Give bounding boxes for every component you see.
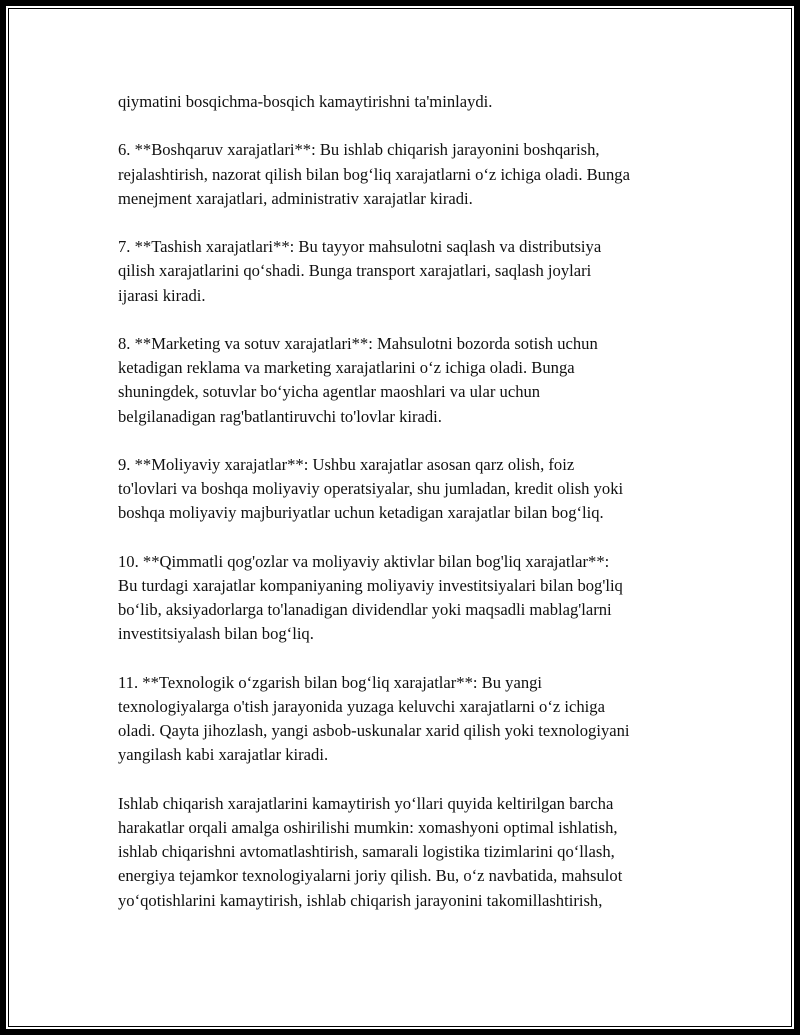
- text-line: 6. **Boshqaruv xarajatlari**: Bu ishlab chiqarish jarayonini boshqarish,: [118, 140, 600, 160]
- text-line: ijarasi kiradi.: [118, 285, 206, 305]
- text-line: 11. **Texnologik o‘zgarish bilan bog‘liq xarajatlar**: Bu yangi: [118, 672, 543, 692]
- paragraph: [118, 453, 698, 526]
- text-line: investitsiyalash bilan bog‘liq.: [118, 624, 314, 644]
- text-line: rejalashtirish, nazorat qilish bilan bog‘liq xarajatlarni o‘z ichiga oladi. Bunga: [118, 164, 630, 184]
- text-line: texnologiyalarga o'tish jarayonida yuzaga keluvchi xarajatlarni o‘z ichiga: [118, 696, 605, 716]
- text-line: energiya tejamkor texnologiyalarni joriy qilish. Bu, o‘z navbatida, mahsulot: [118, 866, 623, 886]
- document-body: [118, 90, 698, 937]
- text-line: yangilash kabi xarajatlar kiradi.: [118, 745, 329, 765]
- text-line: ishlab chiqarishni avtomatlashtirish, samarali logistika tizimlarini qo‘llash,: [118, 842, 615, 862]
- text-line: 9. **Moliyaviy xarajatlar**: Ushbu xarajatlar asosan qarz olish, foiz: [118, 454, 575, 474]
- text-line: oladi. Qayta jihozlash, yangi asbob-uskunalar xarid qilish yoki texnologiyani: [118, 721, 630, 741]
- text-line: qiymatini bosqichma-bosqich kamaytirishni ta'minlaydi.: [118, 92, 493, 111]
- text-line: qilish xarajatlarini qo‘shadi. Bunga transport xarajatlari, saqlash joylari: [118, 261, 592, 281]
- paragraph: [118, 332, 698, 429]
- text-line: shuningdek, sotuvlar bo‘yicha agentlar maoshlari va ular uchun: [118, 382, 541, 402]
- text-line: 8. **Marketing va sotuv xarajatlari**: Mahsulotni bozorda sotish uchun: [118, 333, 598, 353]
- text-line: Bu turdagi xarajatlar kompaniyaning moliyaviy investitsiyalari bilan bog'liq: [118, 575, 623, 595]
- text-line: 7. **Tashish xarajatlari**: Bu tayyor mahsulotni saqlash va distributsiya: [118, 237, 602, 257]
- text-line: belgilanadigan rag'batlantiruvchi to'lovlar kiradi.: [118, 406, 442, 426]
- text-line: yo‘qotishlarini kamaytirish, ishlab chiqarish jarayonini takomillashtirish,: [118, 890, 603, 910]
- text-line: to'lovlari va boshqa moliyaviy operatsiyalar, shu jumladan, kredit olish yoki: [118, 479, 624, 499]
- text-line: menejment xarajatlari, administrativ xarajatlar kiradi.: [118, 188, 473, 208]
- text-line: harakatlar orqali amalga oshirilishi mumkin: xomashyoni optimal ishlatish,: [118, 817, 618, 837]
- paragraph: [118, 138, 698, 211]
- paragraph: [118, 90, 698, 114]
- text-line: ketadigan reklama va marketing xarajatlarini o‘z ichiga oladi. Bunga: [118, 358, 575, 378]
- text-line: bo‘lib, aksiyadorlarga to'lanadigan dividendlar yoki maqsadli mablag'larni: [118, 600, 612, 620]
- paragraph: [118, 671, 698, 768]
- text-line: Ishlab chiqarish xarajatlarini kamaytirish yo‘llari quyida keltirilgan barcha: [118, 793, 614, 813]
- paragraph: [118, 235, 698, 308]
- text-line: boshqa moliyaviy majburiyatlar uchun ketadigan xarajatlar bilan bog‘liq.: [118, 503, 604, 523]
- paragraph: [118, 792, 698, 913]
- paragraph: [118, 550, 698, 647]
- text-line: 10. **Qimmatli qog'ozlar va moliyaviy aktivlar bilan bog'liq xarajatlar**:: [118, 551, 610, 571]
